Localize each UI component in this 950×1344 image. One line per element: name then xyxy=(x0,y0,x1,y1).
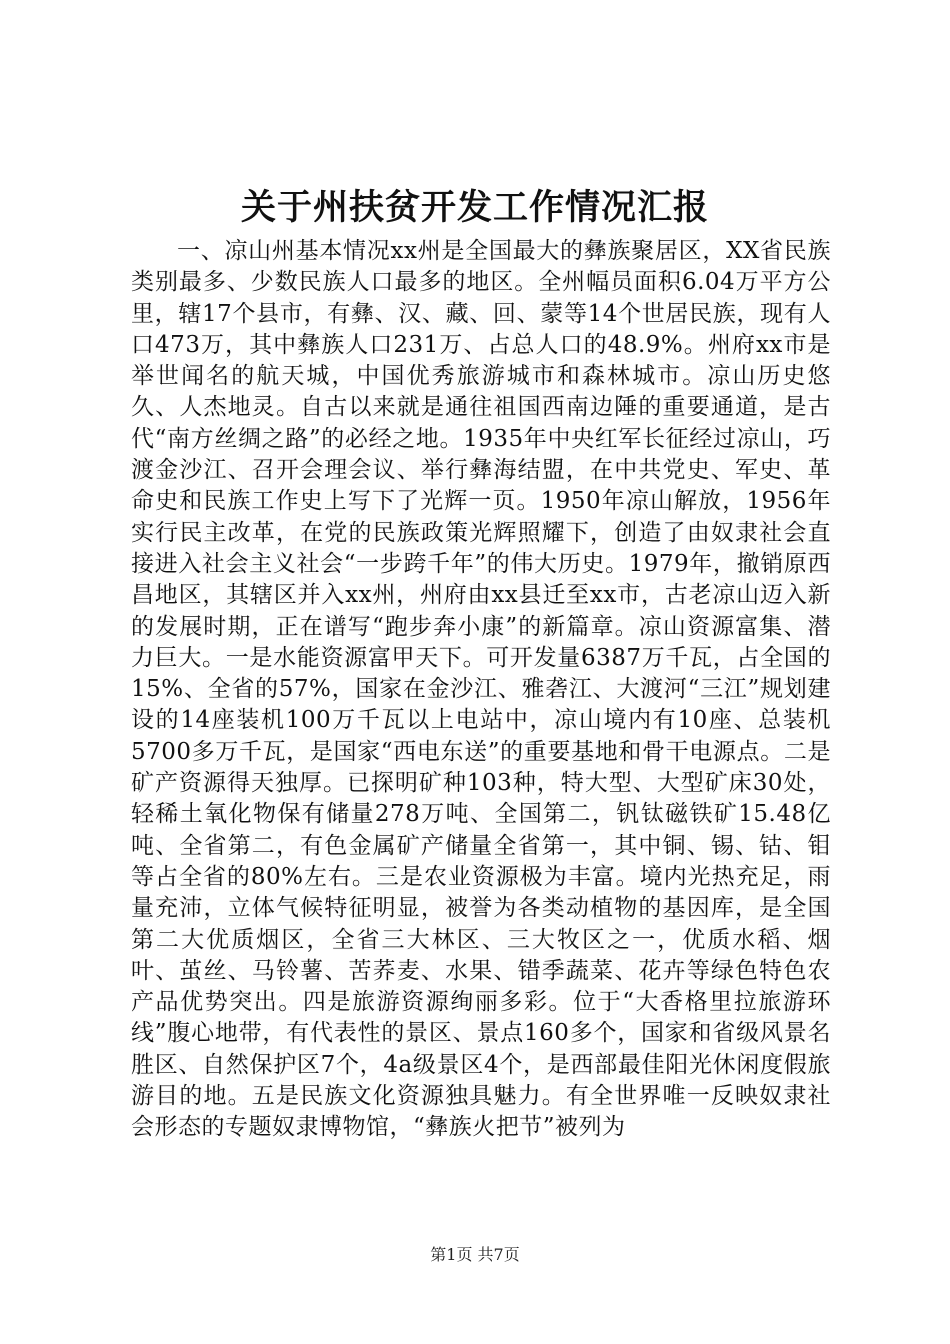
page-footer: 第1页 共7页 xyxy=(430,1245,520,1264)
document-title: 关于州扶贫开发工作情况汇报 xyxy=(240,187,709,228)
body-paragraph: 一、凉山州基本情况xx州是全国最大的彝族聚居区，XX省民族类别最多、少数民族人口最多的地区。全州幅员面积6.04万平方公里，辖17个县市，有彝、汉、藏、回、蒙等14个世居民族，现有人口473万，其中彝族人口231万、占总人口的48.9%。州府xx市是举世闻名的航天城，中国优秀旅游城市和森林城市。凉山历史悠久、人杰地灵。自古以来就是通往祖国西南边陲的重要通道，是古代“南方丝绸之路”的必经之地。1935年中央红军长征经过凉山，巧渡金沙江、召开会理会议、举行彝海结盟，在中共党史、军史、革命史和民族工作史上写下了光辉一页。1950年凉山解放，1956年实行民主改革，在党的民族政策光辉照耀下，创造了由奴隶社会直接进入社会主义社会“一步跨千年”的伟大历史。1979年，撤销原西昌地区，其辖区并入xx州，州府由xx县迁至xx市，古老凉山迈入新的发展时期，正在谱写“跑步奔小康”的新篇章。凉山资源富集、潜力巨大。一是水能资源富甲天下。可开发量6387万千瓦，占全国的15%、全省的57%，国家在金沙江、雅砻江、大渡河“三江”规划建设的14座装机100万千瓦以上电站中，凉山境内有10座、总装机5700多万千瓦，是国家“西电东送”的重要基地和骨干电源点。二是矿产资源得天独厚。已探明矿种103种，特大型、大型矿床30处，轻稀土氧化物保有储量278万吨、全国第二，钒钛磁铁矿15.48亿吨、全省第二，有色金属矿产储量全省第一，其中铜、锡、钴、钼等占全省的80%左右。三是农业资源极为丰富。境内光热充足，雨量充沛，立体气候特征明显，被誉为各类动植物的基因库，是全国第二大优质烟区，全省三大林区、三大牧区之一，优质水稻、烟叶、茧丝、马铃薯、苦荞麦、水果、错季蔬菜、花卉等绿色特色农产品优势突出。四是旅游资源绚丽多彩。位于“大香格里拉旅游环线”腹心地带，有代表性的景区、景点160多个，国家和省级风景名胜区、自然保护区7个，4a级景区4个，是西部最佳阳光休闲度假旅游目的地。五是民族文化资源独具魅力。有全世界唯一反映奴隶社会形态的专题奴隶博物馆，“彝族火把节”被列为 xyxy=(131,238,831,1141)
